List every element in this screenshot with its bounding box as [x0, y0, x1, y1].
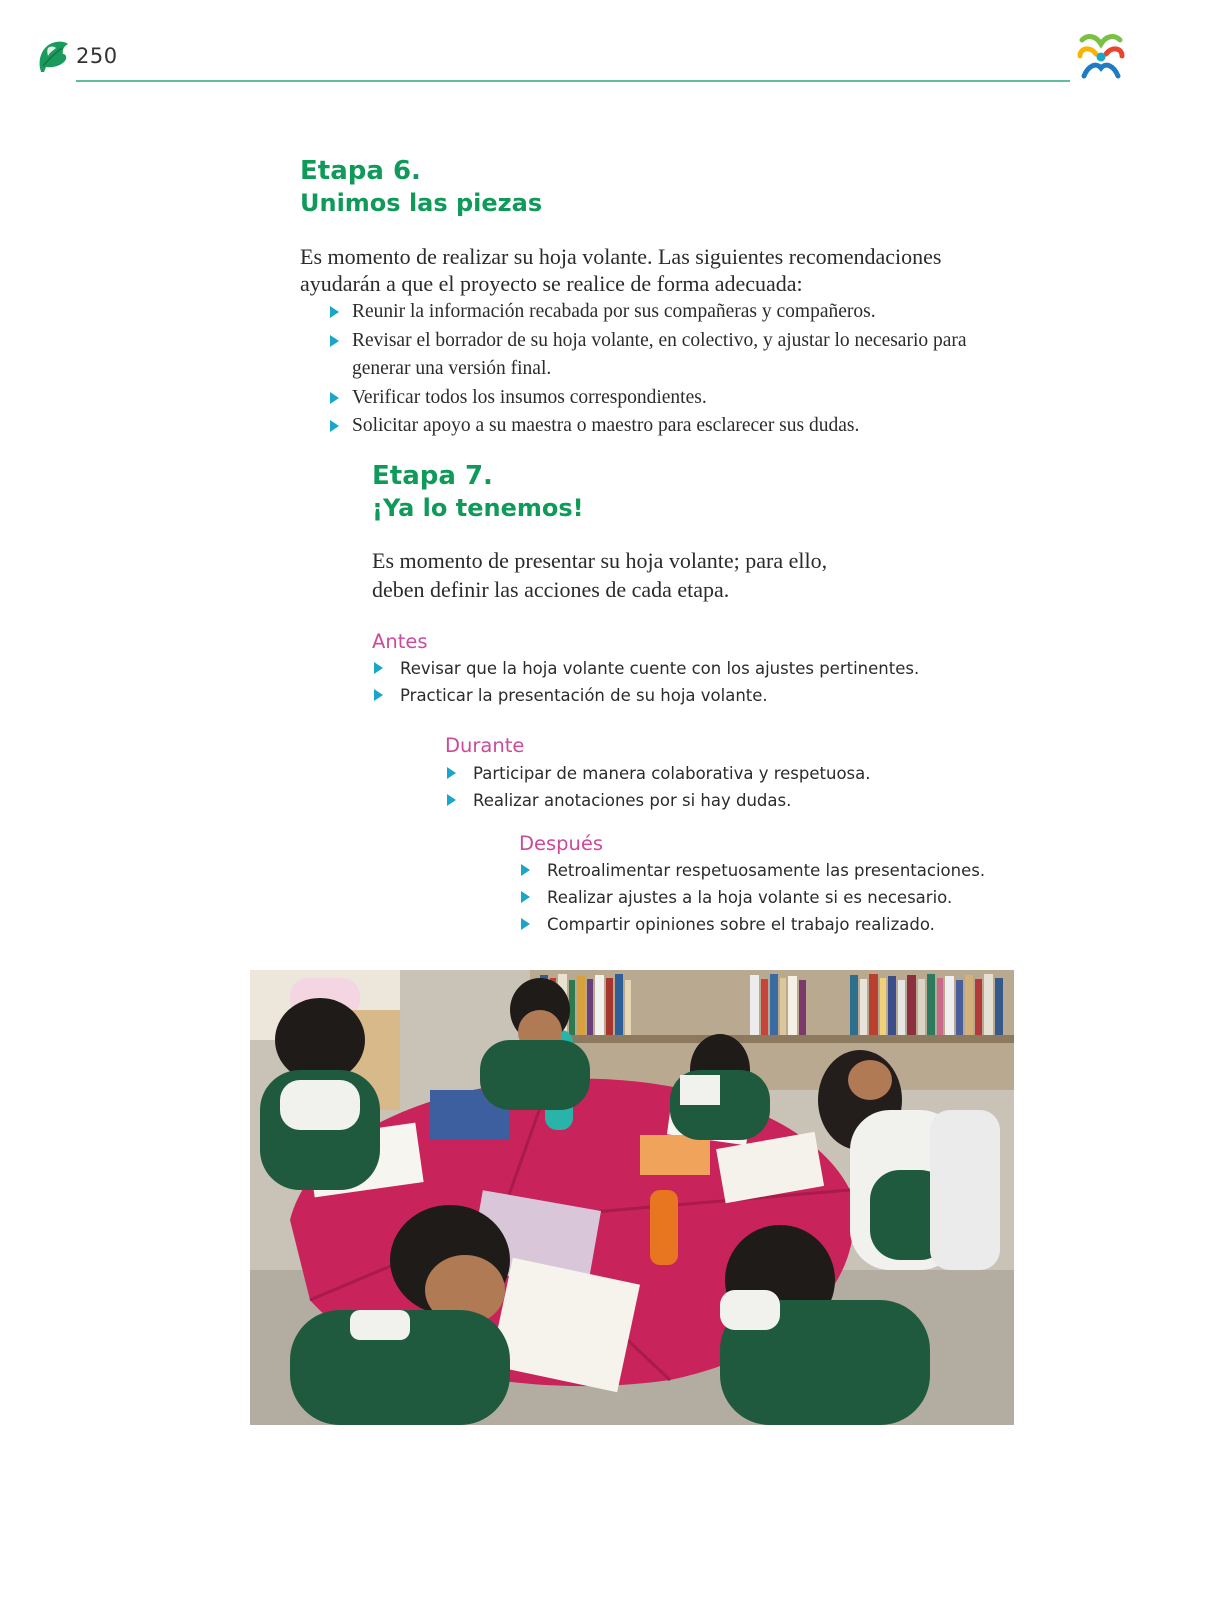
list-item: Reunir la información recabada por sus compañeras y compañeros.: [328, 298, 980, 327]
triangle-bullet-icon: [330, 420, 339, 432]
stage6-intro-line1: Es momento de realizar su hoja volante. Las siguientes recomendaciones: [300, 244, 942, 269]
triangle-bullet-icon: [447, 767, 456, 779]
stage7-intro-line1: Es momento de presentar su hoja volante; para ello,: [372, 548, 828, 573]
despues-list: [519, 857, 999, 938]
triangle-bullet-icon: [521, 918, 530, 930]
stage6-recommendations-list: [328, 298, 980, 441]
page-number: 250: [76, 44, 118, 68]
green-leaf-icon: [36, 38, 70, 74]
stage7-subtitle: ¡Ya lo tenemos!: [372, 494, 584, 522]
triangle-bullet-icon: [521, 864, 530, 876]
triangle-bullet-icon: [374, 689, 383, 701]
list-item: Realizar ajustes a la hoja volante si es necesario.: [519, 884, 999, 911]
triangle-bullet-icon: [330, 392, 339, 404]
phase-label-durante: Durante: [445, 734, 525, 757]
list-item: Verificar todos los insumos correspondientes.: [328, 384, 980, 413]
list-item: Solicitar apoyo a su maestra o maestro para esclarecer sus dudas.: [328, 412, 980, 441]
list-item: Realizar anotaciones por si hay dudas.: [445, 787, 985, 814]
list-item: Revisar que la hoja volante cuente con los ajustes pertinentes.: [372, 655, 972, 682]
triangle-bullet-icon: [374, 662, 383, 674]
stage6-title: Etapa 6.: [300, 156, 421, 186]
phase-label-despues: Después: [519, 832, 604, 855]
phase-label-antes: Antes: [372, 630, 428, 653]
triangle-bullet-icon: [330, 335, 339, 347]
list-item: Practicar la presentación de su hoja volante.: [372, 682, 972, 709]
stage6-subtitle: Unimos las piezas: [300, 189, 543, 217]
header-divider: [76, 80, 1070, 82]
list-item: Retroalimentar respetuosamente las presentaciones.: [519, 857, 999, 884]
triangle-bullet-icon: [447, 794, 456, 806]
triangle-bullet-icon: [330, 306, 339, 318]
list-item: Revisar el borrador de su hoja volante, en colectivo, y ajustar lo necesario para generar una versión final.: [328, 327, 980, 384]
durante-list: [445, 760, 985, 814]
interlinked-figures-logo-icon: [1074, 30, 1128, 86]
list-item: Participar de manera colaborativa y respetuosa.: [445, 760, 985, 787]
triangle-bullet-icon: [521, 891, 530, 903]
antes-list: [372, 655, 972, 709]
students-at-table-photo: [250, 970, 1014, 1425]
stage7-intro-line2: deben definir las acciones de cada etapa.: [372, 577, 730, 602]
list-item: Compartir opiniones sobre el trabajo realizado.: [519, 911, 999, 938]
stage6-intro-line2: ayudarán a que el proyecto se realice de forma adecuada:: [300, 271, 803, 296]
stage7-title: Etapa 7.: [372, 461, 493, 491]
